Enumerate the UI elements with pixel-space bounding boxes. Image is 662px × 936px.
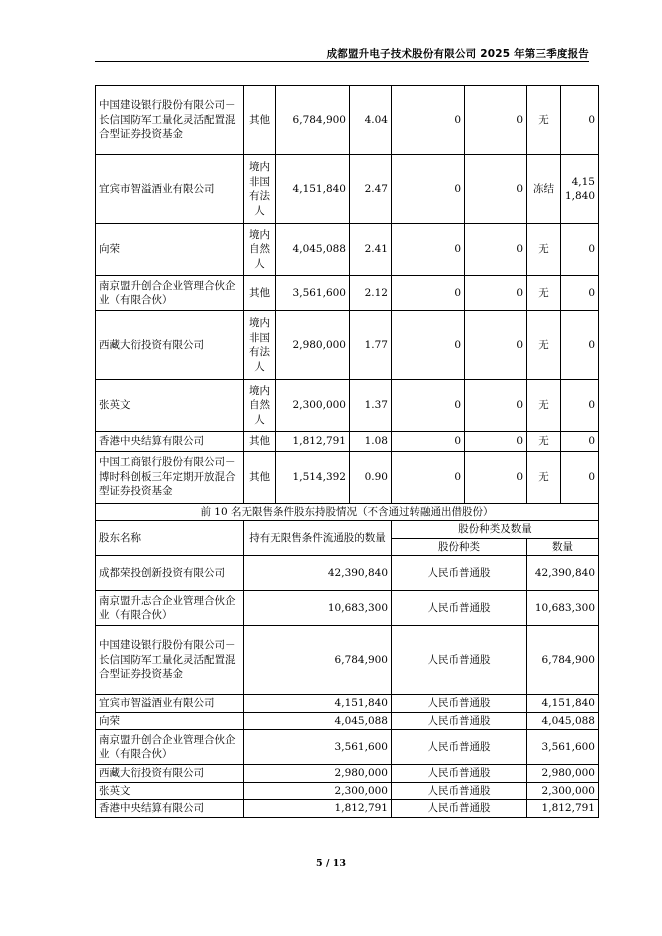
shareholder-type: 其他: [244, 86, 276, 155]
table-row: [96, 224, 599, 276]
shareholder-name: 南京盟升创合企业管理合伙企业（有限合伙）: [96, 276, 244, 311]
page-number: 5 / 13: [316, 858, 346, 869]
share-quantity: 2,300,000: [527, 782, 599, 800]
shareholder-type: 其他: [244, 432, 276, 452]
pledge-status: 无: [527, 451, 561, 503]
unrestricted-shares: 4,045,088: [244, 712, 392, 730]
shareholder-name: 成都荣投创新投资有限公司: [96, 556, 244, 591]
table-row: [96, 311, 599, 380]
shareholder-name: 中国建设银行股份有限公司－长信国防军工量化灵活配置混合型证券投资基金: [96, 86, 244, 155]
shares-held: 4,045,088: [276, 224, 350, 276]
column-header-shares: 持有无限售条件流通股的数量: [244, 521, 392, 556]
lent-shares: 0: [465, 86, 527, 155]
restricted-shares: 0: [392, 380, 465, 432]
share-quantity: 4,151,840: [527, 695, 599, 713]
restricted-shares: 0: [392, 155, 465, 224]
holding-ratio: 0.90: [350, 451, 392, 503]
header-divider: [95, 61, 589, 62]
shares-held: 2,980,000: [276, 311, 350, 380]
column-header-class-group: 股份种类及数量: [392, 521, 599, 539]
table-row: [96, 591, 599, 626]
restricted-shares: 0: [392, 276, 465, 311]
report-header-title: 成都盟升电子技术股份有限公司 2025 年第三季度报告: [326, 48, 589, 60]
shareholder-type: 其他: [244, 276, 276, 311]
shareholder-name: 香港中央结算有限公司: [96, 432, 244, 452]
pledge-status: 无: [527, 311, 561, 380]
table-row: [96, 765, 599, 783]
pledge-status: 无: [527, 276, 561, 311]
lent-shares: 0: [465, 276, 527, 311]
shareholder-name: 西藏大衍投资有限公司: [96, 765, 244, 783]
shareholder-type: 境内自然人: [244, 224, 276, 276]
shareholder-type: 境内非国有法人: [244, 311, 276, 380]
unrestricted-shares: 6,784,900: [244, 626, 392, 695]
shareholder-name: 西藏大衍投资有限公司: [96, 311, 244, 380]
unrestricted-shares: 1,812,791: [244, 800, 392, 818]
shareholder-name: 中国工商银行股份有限公司－博时科创板三年定期开放混合型证券投资基金: [96, 451, 244, 503]
table-row: [96, 451, 599, 503]
share-class: 人民币普通股: [392, 556, 527, 591]
holding-ratio: 2.47: [350, 155, 392, 224]
shareholder-type: 境内自然人: [244, 380, 276, 432]
share-class: 人民币普通股: [392, 765, 527, 783]
pledge-status: 无: [527, 224, 561, 276]
share-class: 人民币普通股: [392, 800, 527, 818]
unrestricted-shares: 42,390,840: [244, 556, 392, 591]
pledge-quantity: 0: [561, 380, 599, 432]
holding-ratio: 2.12: [350, 276, 392, 311]
shares-held: 6,784,900: [276, 86, 350, 155]
pledge-quantity: 0: [561, 276, 599, 311]
pledge-quantity: 0: [561, 311, 599, 380]
shareholder-name: 宜宾市智溢酒业有限公司: [96, 155, 244, 224]
pledge-quantity: 0: [561, 432, 599, 452]
shareholder-name: 张英文: [96, 380, 244, 432]
lent-shares: 0: [465, 380, 527, 432]
table-row: [96, 800, 599, 818]
shareholder-name: 向荣: [96, 712, 244, 730]
share-class: 人民币普通股: [392, 730, 527, 765]
share-quantity: 3,561,600: [527, 730, 599, 765]
share-quantity: 42,390,840: [527, 556, 599, 591]
pledge-status: 无: [527, 432, 561, 452]
pledge-quantity: 0: [561, 86, 599, 155]
shares-held: 4,151,840: [276, 155, 350, 224]
unrestricted-shares: 2,300,000: [244, 782, 392, 800]
holding-ratio: 1.08: [350, 432, 392, 452]
table-row: [96, 380, 599, 432]
pledge-status: 无: [527, 86, 561, 155]
lent-shares: 0: [465, 451, 527, 503]
holding-ratio: 4.04: [350, 86, 392, 155]
unrestricted-shares: 2,980,000: [244, 765, 392, 783]
section-title: 前 10 名无限售条件股东持股情况（不含通过转融通出借股份）: [96, 503, 599, 521]
shareholder-type: 其他: [244, 451, 276, 503]
lent-shares: 0: [465, 155, 527, 224]
holding-ratio: 1.77: [350, 311, 392, 380]
table-row: [96, 556, 599, 591]
lent-shares: 0: [465, 311, 527, 380]
shareholder-name: 南京盟升创合企业管理合伙企业（有限合伙）: [96, 730, 244, 765]
table-row: [96, 276, 599, 311]
restricted-shares: 0: [392, 224, 465, 276]
share-class: 人民币普通股: [392, 782, 527, 800]
share-quantity: 4,045,088: [527, 712, 599, 730]
lent-shares: 0: [465, 432, 527, 452]
share-quantity: 6,784,900: [527, 626, 599, 695]
shareholder-table: [95, 85, 599, 818]
table-row: [96, 86, 599, 155]
unrestricted-shares: 4,151,840: [244, 695, 392, 713]
share-class: 人民币普通股: [392, 712, 527, 730]
column-header-qty: 数量: [527, 538, 599, 556]
table-row: [96, 432, 599, 452]
table-row: [96, 712, 599, 730]
pledge-quantity: 0: [561, 451, 599, 503]
table-row: [96, 730, 599, 765]
shares-held: 1,514,392: [276, 451, 350, 503]
header-row: [96, 521, 599, 539]
holding-ratio: 2.41: [350, 224, 392, 276]
shareholder-name: 中国建设银行股份有限公司－长信国防军工量化灵活配置混合型证券投资基金: [96, 626, 244, 695]
restricted-shares: 0: [392, 432, 465, 452]
table-row: [96, 626, 599, 695]
shareholder-name: 宜宾市智溢酒业有限公司: [96, 695, 244, 713]
unrestricted-shares: 10,683,300: [244, 591, 392, 626]
shareholder-name: 张英文: [96, 782, 244, 800]
shares-held: 1,812,791: [276, 432, 350, 452]
shareholder-name: 向荣: [96, 224, 244, 276]
restricted-shares: 0: [392, 86, 465, 155]
unrestricted-shares: 3,561,600: [244, 730, 392, 765]
share-quantity: 2,980,000: [527, 765, 599, 783]
shareholder-name: 南京盟升志合企业管理合伙企业（有限合伙）: [96, 591, 244, 626]
column-header-name: 股东名称: [96, 521, 244, 556]
share-class: 人民币普通股: [392, 591, 527, 626]
pledge-quantity: 0: [561, 224, 599, 276]
pledge-status: 无: [527, 380, 561, 432]
share-class: 人民币普通股: [392, 695, 527, 713]
share-quantity: 1,812,791: [527, 800, 599, 818]
column-header-class: 股份种类: [392, 538, 527, 556]
shares-held: 2,300,000: [276, 380, 350, 432]
lent-shares: 0: [465, 224, 527, 276]
table-row: [96, 155, 599, 224]
share-class: 人民币普通股: [392, 626, 527, 695]
shares-held: 3,561,600: [276, 276, 350, 311]
table-row: [96, 695, 599, 713]
shareholder-name: 香港中央结算有限公司: [96, 800, 244, 818]
share-quantity: 10,683,300: [527, 591, 599, 626]
table-row: [96, 782, 599, 800]
shareholder-type: 境内非国有法人: [244, 155, 276, 224]
restricted-shares: 0: [392, 311, 465, 380]
section-title-row: [96, 503, 599, 521]
holding-ratio: 1.37: [350, 380, 392, 432]
restricted-shares: 0: [392, 451, 465, 503]
pledge-status: 冻结: [527, 155, 561, 224]
pledge-quantity: 4,151,840: [561, 155, 599, 224]
